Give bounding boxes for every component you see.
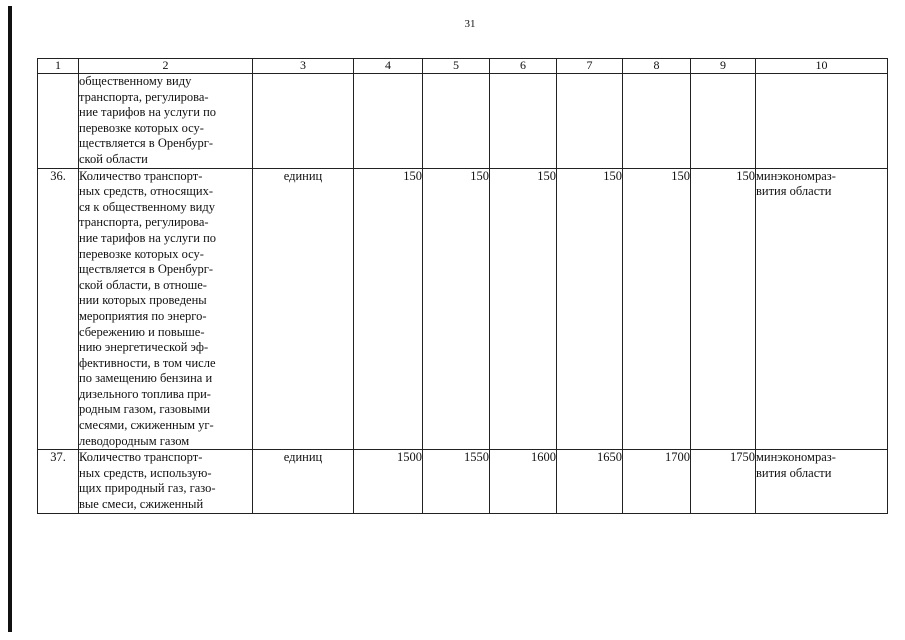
description-line: транспорта, регулирова- <box>79 89 209 104</box>
value-cell: 1550 <box>423 450 490 513</box>
description-line: фективности, в том числе <box>79 355 216 370</box>
description-line: ся к общественному виду <box>79 199 215 214</box>
responsible-line: минэкономраз- <box>756 450 836 465</box>
value-cell <box>623 74 691 169</box>
value-cell: 150 <box>354 168 423 450</box>
row-number-cell <box>38 74 79 169</box>
description-line: леводородным газом <box>79 433 190 448</box>
page-number: 31 <box>464 18 476 30</box>
value-cell: 150 <box>623 168 691 450</box>
description-line: ществляется в Оренбург- <box>79 136 214 151</box>
description-line: ние тарифов на услуги по <box>79 105 217 120</box>
table-row-37 <box>38 450 888 513</box>
column-header: 1 <box>38 59 79 74</box>
page-edge-bar <box>8 6 12 632</box>
value-cell <box>557 74 623 169</box>
unit-cell: единиц <box>253 450 354 513</box>
responsible-line: вития области <box>756 184 832 199</box>
value-cell: 150 <box>490 168 557 450</box>
responsible-line: вития области <box>756 465 832 480</box>
description-line: по замещению бензина и <box>79 371 213 386</box>
description-line: нии которых проведены <box>79 293 207 308</box>
description-line: мероприятия по энерго- <box>79 308 207 323</box>
description-line: транспорта, регулирова- <box>79 215 209 230</box>
row-number-cell: 37. <box>38 450 79 513</box>
column-header: 7 <box>557 59 623 74</box>
responsible-cell <box>756 74 888 169</box>
description-line: перевозке которых осу- <box>79 246 204 261</box>
indicators-table <box>37 58 888 514</box>
value-cell: 1600 <box>490 450 557 513</box>
description-line: общественному виду <box>79 74 192 88</box>
description-line: ской области, в отноше- <box>79 277 207 292</box>
unit-cell: единиц <box>253 168 354 450</box>
description-line: ние тарифов на услуги по <box>79 230 217 245</box>
value-cell <box>490 74 557 169</box>
column-header: 5 <box>423 59 490 74</box>
description-line: Количество транспорт- <box>79 168 203 183</box>
value-cell: 1650 <box>557 450 623 513</box>
description-line: нию энергетической эф- <box>79 340 209 355</box>
description-line: Количество транспорт- <box>79 450 203 465</box>
description-line: сбережению и повыше- <box>79 324 205 339</box>
value-cell: 1750 <box>691 450 756 513</box>
value-cell <box>354 74 423 169</box>
unit-cell <box>253 74 354 169</box>
value-cell: 1700 <box>623 450 691 513</box>
value-cell <box>423 74 490 169</box>
description-line: перевозке которых осу- <box>79 120 204 135</box>
column-header: 9 <box>691 59 756 74</box>
header-row <box>38 59 888 74</box>
table-row-continuation <box>38 74 888 169</box>
value-cell: 1500 <box>354 450 423 513</box>
column-header: 2 <box>79 59 253 74</box>
column-header: 8 <box>623 59 691 74</box>
description-line: ществляется в Оренбург- <box>79 262 214 277</box>
column-header: 4 <box>354 59 423 74</box>
description-line: смесями, сжиженным уг- <box>79 418 214 433</box>
description-cell <box>79 450 253 513</box>
description-line: ской области <box>79 151 148 166</box>
column-header: 10 <box>756 59 888 74</box>
description-line: родным газом, газовыми <box>79 402 211 417</box>
row-number-cell: 36. <box>38 168 79 450</box>
responsible-cell <box>756 168 888 450</box>
column-header: 3 <box>253 59 354 74</box>
description-cell <box>79 168 253 450</box>
description-line: щих природный газ, газо- <box>79 481 216 496</box>
value-cell <box>691 74 756 169</box>
description-cell <box>79 74 253 169</box>
description-line: вые смеси, сжиженный <box>79 497 204 512</box>
value-cell: 150 <box>557 168 623 450</box>
description-line: дизельного топлива при- <box>79 386 211 401</box>
responsible-line: минэкономраз- <box>756 168 836 183</box>
responsible-cell <box>756 450 888 513</box>
column-header: 6 <box>490 59 557 74</box>
value-cell: 150 <box>691 168 756 450</box>
table-row-36 <box>38 168 888 450</box>
description-line: ных средств, использую- <box>79 465 212 480</box>
description-line: ных средств, относящих- <box>79 184 213 199</box>
value-cell: 150 <box>423 168 490 450</box>
